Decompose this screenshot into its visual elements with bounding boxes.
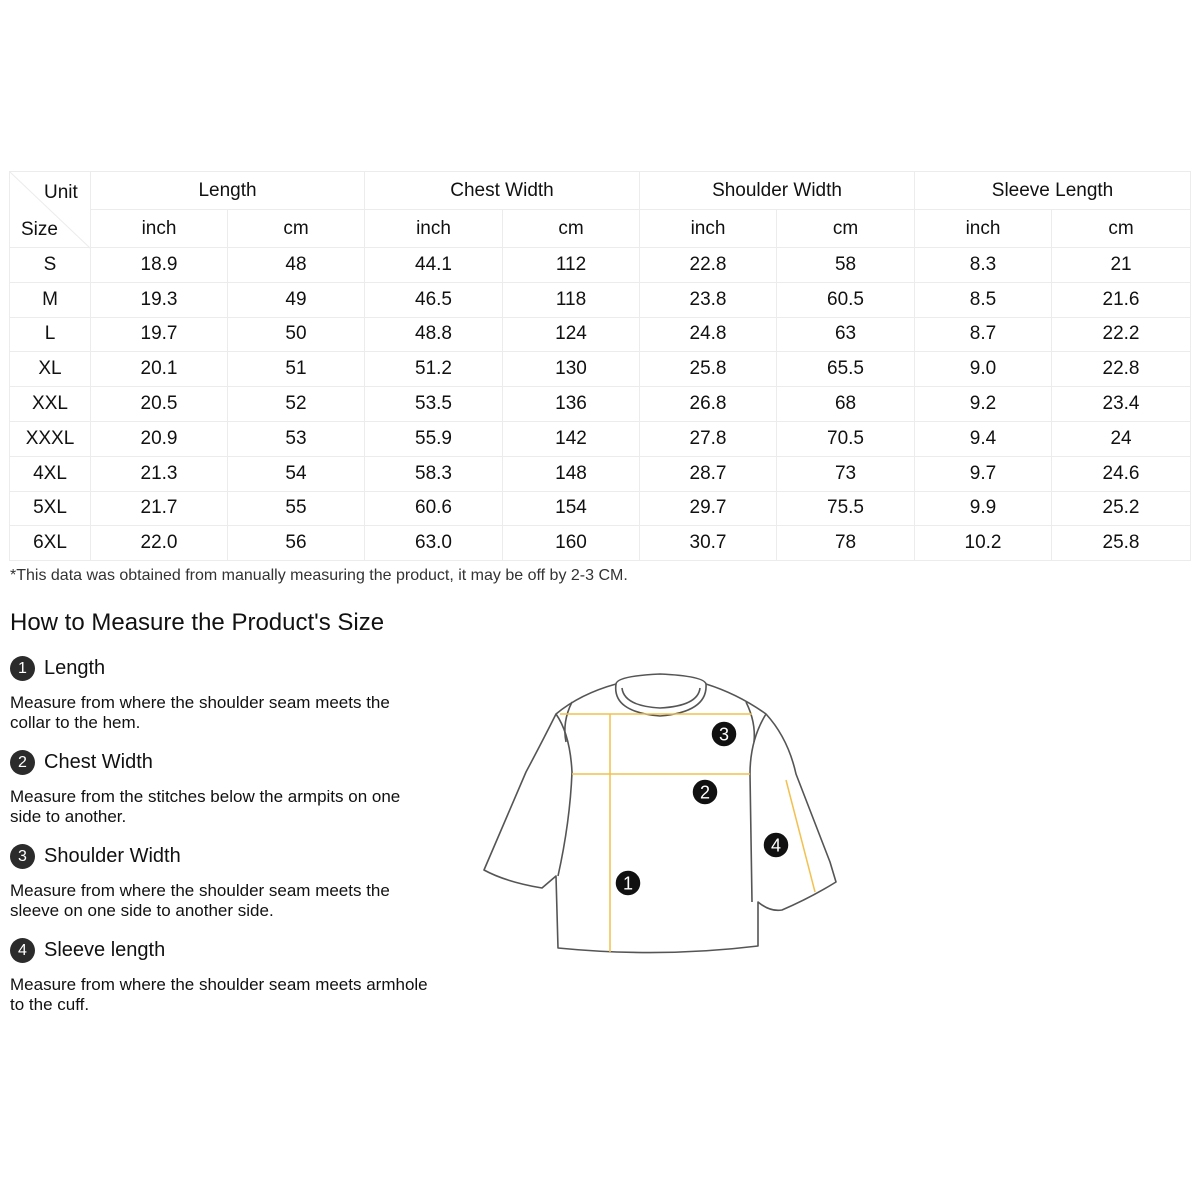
table-row — [10, 282, 1191, 317]
size-cell: XXXL — [10, 421, 91, 456]
measurement-cell: 70.5 — [777, 421, 915, 456]
unit-label: Unit — [44, 182, 78, 203]
table-row — [10, 421, 1191, 456]
measurement-cell: 51 — [228, 352, 365, 387]
marker-3-icon — [711, 721, 737, 747]
measurement-cell: 142 — [503, 421, 640, 456]
measurement-cell: 56 — [228, 526, 365, 561]
measurement-cell: 27.8 — [640, 421, 777, 456]
size-cell: XXL — [10, 387, 91, 422]
measurement-cell: 65.5 — [777, 352, 915, 387]
measurement-cell: 118 — [503, 282, 640, 317]
table-row — [10, 491, 1191, 526]
measurement-cell: 53 — [228, 421, 365, 456]
measurement-cell: 75.5 — [777, 491, 915, 526]
measurement-cell: 21.3 — [91, 456, 228, 491]
step-length-description: Measure from where the shoulder seam meets the collar to the hem. — [10, 693, 390, 732]
measurement-cell: 8.7 — [915, 317, 1052, 352]
number-3-icon: 3 — [10, 844, 35, 869]
measurement-cell: 160 — [503, 526, 640, 561]
measurement-cell: 78 — [777, 526, 915, 561]
number-4-icon: 4 — [10, 938, 35, 963]
measurement-cell: 29.7 — [640, 491, 777, 526]
measurement-cell: 73 — [777, 456, 915, 491]
measurement-cell: 25.8 — [1052, 526, 1191, 561]
measurement-cell: 9.7 — [915, 456, 1052, 491]
measurement-cell: 52 — [228, 387, 365, 422]
measurement-cell: 25.2 — [1052, 491, 1191, 526]
size-cell: S — [10, 248, 91, 283]
group-header-length: Length — [91, 172, 365, 210]
measurement-cell: 26.8 — [640, 387, 777, 422]
t-shirt-measurement-diagram — [470, 662, 850, 962]
unit-subheader: inch — [91, 210, 228, 248]
measurement-cell: 130 — [503, 352, 640, 387]
measurement-cell: 51.2 — [365, 352, 503, 387]
measurement-cell: 22.8 — [640, 248, 777, 283]
marker-4-icon — [763, 832, 789, 858]
svg-text:2: 2 — [699, 782, 711, 803]
step-shoulder-width-heading — [10, 844, 181, 869]
measurement-cell: 10.2 — [915, 526, 1052, 561]
size-cell: 5XL — [10, 491, 91, 526]
table-row — [10, 387, 1191, 422]
step-chest-width-heading — [10, 750, 153, 775]
how-to-measure-title: How to Measure the Product's Size — [10, 609, 385, 636]
step-title: Length — [44, 657, 106, 679]
unit-subheader: cm — [1052, 210, 1191, 248]
measurement-cell: 9.9 — [915, 491, 1052, 526]
measurement-cell: 58 — [777, 248, 915, 283]
table-row — [10, 526, 1191, 561]
measurement-cell: 9.2 — [915, 387, 1052, 422]
marker-1-icon — [615, 870, 641, 896]
group-header-chest-width: Chest Width — [365, 172, 640, 210]
measurement-cell: 28.7 — [640, 456, 777, 491]
measurement-cell: 21 — [1052, 248, 1191, 283]
table-row — [10, 456, 1191, 491]
number-1-icon: 1 — [10, 656, 35, 681]
number-2-icon: 2 — [10, 750, 35, 775]
measurement-cell: 148 — [503, 456, 640, 491]
measurement-cell: 24 — [1052, 421, 1191, 456]
measurement-cell: 68 — [777, 387, 915, 422]
step-title: Shoulder Width — [44, 845, 181, 867]
measurement-cell: 54 — [228, 456, 365, 491]
size-cell: 6XL — [10, 526, 91, 561]
size-cell: XL — [10, 352, 91, 387]
table-row — [10, 248, 1191, 283]
group-header-sleeve-length: Sleeve Length — [915, 172, 1191, 210]
unit-size-corner-cell — [10, 172, 91, 248]
measurement-cell: 50 — [228, 317, 365, 352]
sleeve-length-guide — [786, 780, 815, 892]
step-sleeve-length-heading — [10, 938, 165, 963]
measurement-cell: 23.8 — [640, 282, 777, 317]
svg-text:4: 4 — [770, 835, 782, 856]
measurement-cell: 20.5 — [91, 387, 228, 422]
measurement-cell: 55 — [228, 491, 365, 526]
size-cell: L — [10, 317, 91, 352]
measurement-cell: 48 — [228, 248, 365, 283]
measurement-cell: 21.6 — [1052, 282, 1191, 317]
measurement-cell: 21.7 — [91, 491, 228, 526]
unit-subheader: cm — [228, 210, 365, 248]
unit-subheader: cm — [777, 210, 915, 248]
measurement-cell: 9.4 — [915, 421, 1052, 456]
size-cell: 4XL — [10, 456, 91, 491]
step-length-heading — [10, 656, 105, 681]
marker-2-icon — [692, 779, 718, 805]
measurement-cell: 20.1 — [91, 352, 228, 387]
measurement-cell: 60.5 — [777, 282, 915, 317]
unit-subheader: inch — [915, 210, 1052, 248]
size-label: Size — [21, 219, 58, 240]
measurement-cell: 49 — [228, 282, 365, 317]
size-chart-table — [9, 171, 1191, 561]
step-shoulder-width-description: Measure from where the shoulder seam meets the sleeve on one side to another side. — [10, 881, 390, 920]
measurement-cell: 19.3 — [91, 282, 228, 317]
measurement-cell: 60.6 — [365, 491, 503, 526]
measurement-cell: 124 — [503, 317, 640, 352]
measurement-cell: 136 — [503, 387, 640, 422]
group-header-shoulder-width: Shoulder Width — [640, 172, 915, 210]
measurement-cell: 22.2 — [1052, 317, 1191, 352]
measurement-cell: 8.5 — [915, 282, 1052, 317]
measurement-cell: 22.8 — [1052, 352, 1191, 387]
table-row — [10, 317, 1191, 352]
measurement-cell: 23.4 — [1052, 387, 1191, 422]
measurement-cell: 24.6 — [1052, 456, 1191, 491]
measurement-cell: 55.9 — [365, 421, 503, 456]
unit-subheader: inch — [640, 210, 777, 248]
step-sleeve-length-description: Measure from where the shoulder seam meets armhole to the cuff. — [10, 975, 428, 1014]
measurement-cell: 22.0 — [91, 526, 228, 561]
unit-subheader: inch — [365, 210, 503, 248]
measurement-cell: 63 — [777, 317, 915, 352]
measurement-cell: 44.1 — [365, 248, 503, 283]
measurement-cell: 46.5 — [365, 282, 503, 317]
step-chest-width-description: Measure from the stitches below the armpits on one side to another. — [10, 787, 401, 826]
svg-text:3: 3 — [718, 724, 730, 745]
measurement-cell: 63.0 — [365, 526, 503, 561]
measurement-cell: 48.8 — [365, 317, 503, 352]
unit-subheader: cm — [503, 210, 640, 248]
measurement-cell: 24.8 — [640, 317, 777, 352]
step-title: Sleeve length — [44, 939, 166, 961]
measurement-cell: 19.7 — [91, 317, 228, 352]
measurement-cell: 18.9 — [91, 248, 228, 283]
measurement-cell: 58.3 — [365, 456, 503, 491]
t-shirt-outline — [484, 674, 836, 953]
measurement-cell: 112 — [503, 248, 640, 283]
measurement-cell: 25.8 — [640, 352, 777, 387]
measurement-cell: 53.5 — [365, 387, 503, 422]
measurement-cell: 154 — [503, 491, 640, 526]
measurement-cell: 30.7 — [640, 526, 777, 561]
table-row — [10, 352, 1191, 387]
svg-text:1: 1 — [622, 873, 634, 894]
measurement-note: *This data was obtained from manually measuring the product, it may be off by 2-3 CM. — [10, 567, 628, 584]
size-cell: M — [10, 282, 91, 317]
measurement-cell: 8.3 — [915, 248, 1052, 283]
measurement-cell: 9.0 — [915, 352, 1052, 387]
step-title: Chest Width — [44, 751, 153, 773]
measurement-cell: 20.9 — [91, 421, 228, 456]
